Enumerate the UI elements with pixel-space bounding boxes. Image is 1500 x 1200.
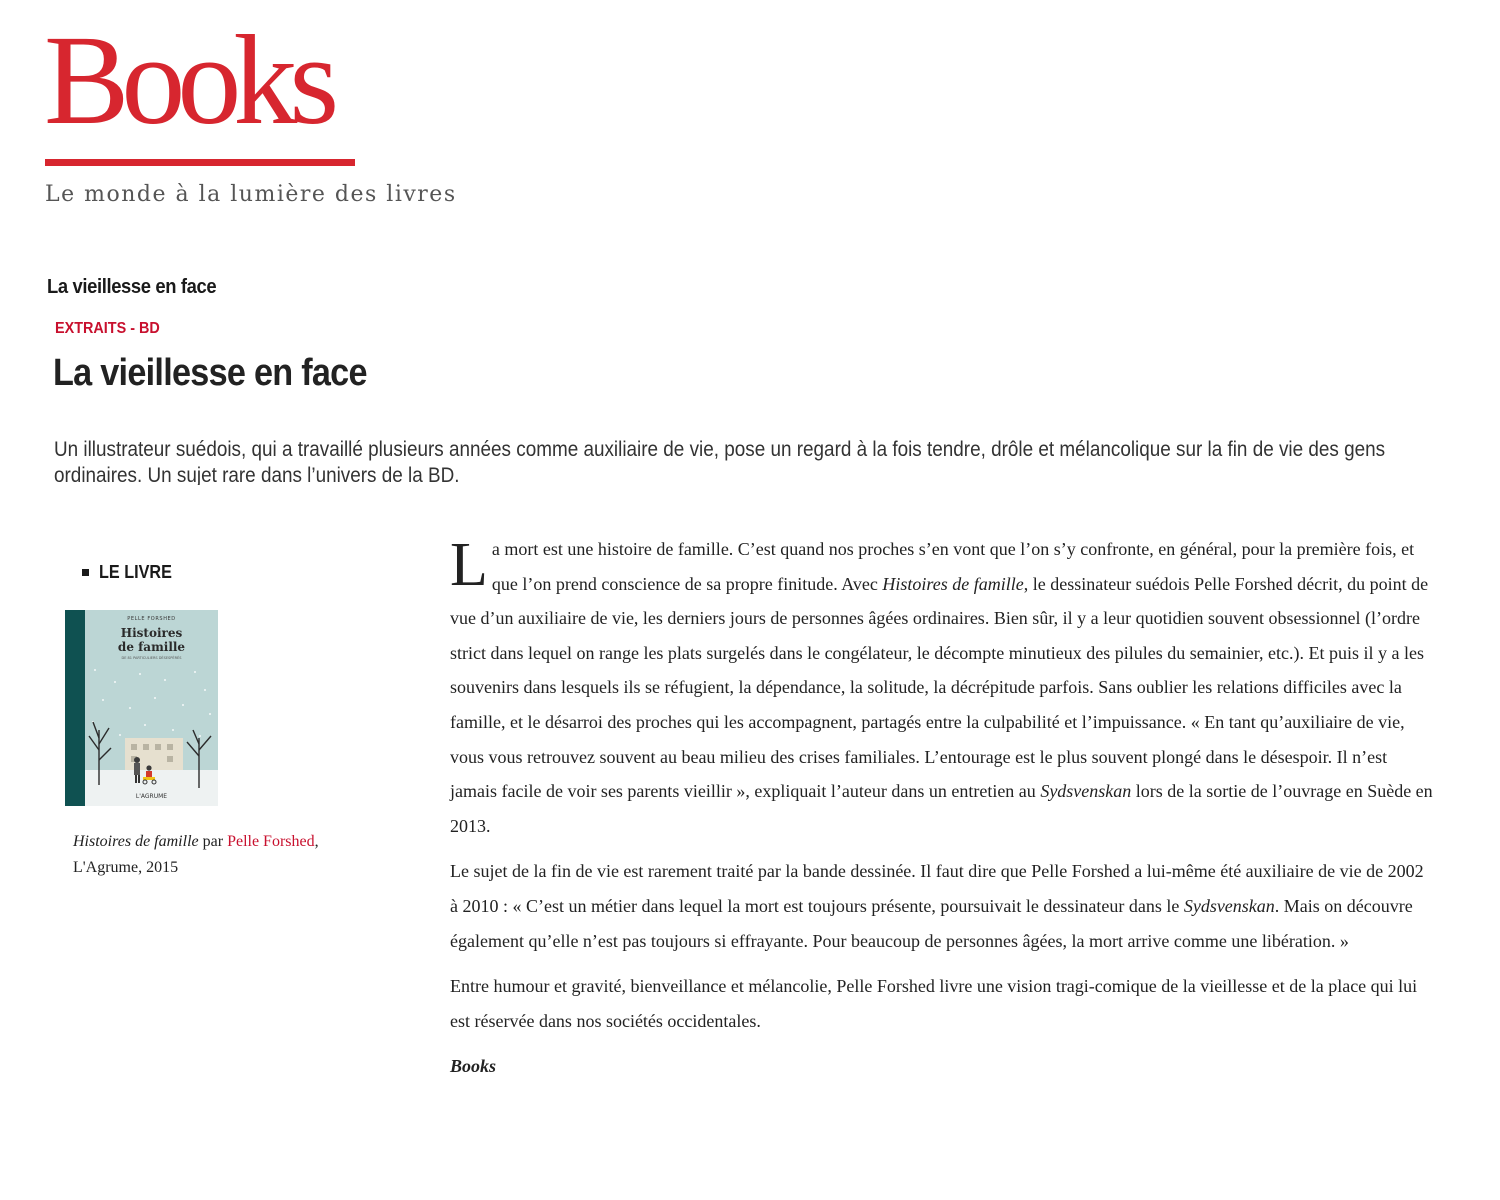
- breadcrumb: La vieillesse en face: [47, 276, 217, 298]
- caption-publisher: L'Agrume, 2015: [73, 859, 179, 876]
- p1-newspaper: Sydsvenskan: [1040, 781, 1132, 802]
- page-title: La vieillesse en face: [53, 352, 367, 394]
- article-signature: [450, 1049, 1435, 1084]
- p2-text-a: Le sujet de la fin de vie est rarement traité par la bande dessinée. Il faut dire que Pelle Forshed a lui-même été auxiliaire de vie de 2002 à 2010 : « C’est un métier dans lequel la mort est toujours présente, poursuivait le dessinateur dans le: [450, 861, 1424, 916]
- article-kicker[interactable]: EXTRAITS - BD: [55, 320, 160, 337]
- cover-title-line-1: Histoires: [120, 626, 183, 640]
- logo-underline: [45, 159, 355, 166]
- article-lede: Un illustrateur suédois, qui a travaillé plusieurs années comme auxiliaire de vie, pose un regard à la fois tendre, drôle et mélancolique sur la fin de vie des gens ordinaires. Un sujet rare dans l’univers de la BD.: [54, 438, 1386, 485]
- cover-title: [85, 626, 218, 654]
- signature: Books: [450, 1056, 497, 1077]
- article-body: [450, 532, 1435, 1095]
- book-cover-image[interactable]: [65, 610, 218, 806]
- books-logo[interactable]: Books: [44, 9, 332, 151]
- bullet-square-icon: [82, 569, 89, 576]
- author-link[interactable]: Pelle Forshed: [227, 833, 315, 850]
- sidebar-heading: [82, 562, 180, 583]
- caption-by: par: [198, 833, 228, 850]
- caption-book-title: Histoires de famille: [73, 833, 199, 850]
- p2-text-b: . Mais on découvre également qu’elle n’est pas toujours si effrayante. Pour beaucoup de personnes âgées, la mort arrive comme une libération. »: [450, 895, 1413, 951]
- article-paragraph-1: [450, 532, 1435, 843]
- book-cover-spine: [65, 610, 85, 806]
- sidebar-heading-label: LE LIVRE: [99, 562, 172, 582]
- cover-title-line-2: de famille: [117, 640, 186, 654]
- book-caption: [73, 829, 373, 881]
- article-paragraph-2: [450, 854, 1435, 958]
- cover-publisher: L'AGRUME: [135, 793, 168, 800]
- cover-author: PELLE FORSHED: [127, 616, 176, 622]
- p1-text-a: a mort est une histoire de famille. C’est quand nos proches s’en vont que l’on s’y confronte, en général, pour la première fois, et que l’on prend conscience de sa propre finitude. Avec: [491, 539, 1415, 594]
- caption-comma: ,: [314, 833, 319, 850]
- p2-newspaper: Sydsvenskan: [1183, 895, 1275, 916]
- cover-subtitle: DE 81 PARTICULIERS DÉSESPÉRÉS: [121, 656, 182, 660]
- p1-book-title: Histoires de famille: [882, 573, 1024, 594]
- drop-cap: L: [450, 531, 488, 599]
- site-tagline: Le monde à la lumière des livres: [45, 182, 457, 207]
- article-paragraph-3: Entre humour et gravité, bienveillance et mélancolie, Pelle Forshed livre une vision tragi-comique de la vieillesse et de la place qui lui est réservée dans nos sociétés occidentales.: [450, 976, 1418, 1031]
- p1-text-c: lors de la sortie de l’ouvrage en Suède en 2013.: [450, 781, 1433, 836]
- p1-text-b: , le dessinateur suédois Pelle Forshed décrit, du point de vue d’un auxiliaire de vie, les derniers jours de personnes âgées ordinaires. Bien sûr, il y a leur quotidien souvent obsessionnel (l’ordre strict dans lequel on range les plats surgelés dans le congélateur, le décompte minutieux des pilules du semainier, etc.). Et puis il y a les souvenirs dans lesquels ils se réfugient, la dépendance, la solitude, la décrépitude parfois. Sans oublier les relations difficiles avec la famille, et le désarroi des proches qui les accompagnent, partagés entre la culpabilité et l’impuissance. « En tant qu’auxiliaire de vie, vous vous retrouvez souvent au beau milieu des crises familiales. L’entourage est le plus souvent plongé dans le désespoir. Il n’est jamais facile de voir ses parents vieillir », expliquait l’auteur dans un entretien au: [450, 573, 1429, 802]
